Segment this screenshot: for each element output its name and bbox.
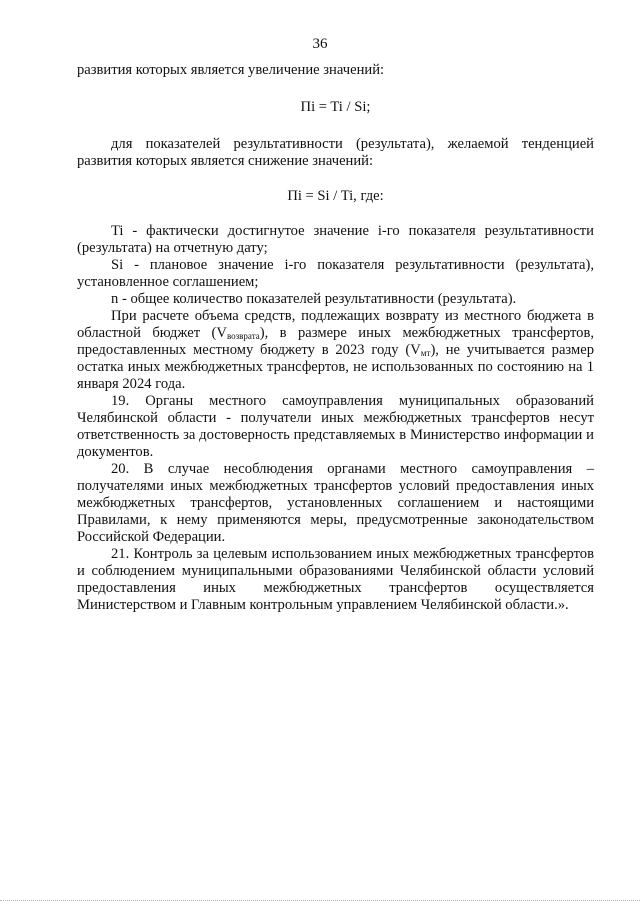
spacer xyxy=(77,205,594,223)
formula-increase: Пi = Ti / Si; xyxy=(300,99,371,115)
definition-ti: Ti - фактически достигнутое значение i-го показателя результативности (результата) на отчетную дату; xyxy=(77,223,594,256)
item-21: 21. Контроль за целевым использованием иных межбюджетных трансфертов и соблюдением муниципальными образованиями Челябинской области условий предоставления иных межбюджетных трансфертов осуществляется Министерством и Главным контрольным управлением Челябинской области.». xyxy=(77,546,594,613)
spacer xyxy=(77,79,594,99)
spacer xyxy=(77,116,594,136)
document-body xyxy=(77,62,594,614)
item-20: 20. В случае несоблюдения органами местного самоуправления – получателями иных межбюджетных трансфертов условий предоставления иных межбюджетных трансфертов, установленных соглашением и настоящими Правилами, к нему применяются меры, предусмотренные законодательством Российской Федерации. xyxy=(77,461,594,545)
page-number: 36 xyxy=(312,36,328,52)
paragraph-continuation: развития которых является увеличение значений: xyxy=(77,62,385,78)
spacer xyxy=(77,170,594,188)
subscript-return: возврата xyxy=(226,331,260,341)
item-19: 19. Органы местного самоуправления муниципальных образований Челябинской области - получатели иных межбюджетных трансфертов несут ответственность за достоверность представляемых в Министерство информации и документов. xyxy=(77,393,594,460)
return-text-part-2: ), в размере иных межбюджетных трансфертов, предоставленных местному бюджету в 2023 году (V xyxy=(77,325,595,358)
scan-edge-line xyxy=(0,900,640,902)
definition-si: Si - плановое значение i-го показателя результативности (результата), установленное соглашением; xyxy=(77,257,594,290)
formula-decrease: Пi = Si / Ti, где: xyxy=(287,188,384,204)
subscript-mt: мт xyxy=(420,348,431,358)
paragraph-return-calculation xyxy=(77,308,594,393)
paragraph-decrease-indicators: для показателей результативности (результата), желаемой тенденцией развития которых является снижение значений: xyxy=(77,136,594,169)
return-text-part-1: При расчете объема средств, подлежащих возврату из местного бюджета в областной бюджет (V xyxy=(77,308,594,341)
definition-n: n - общее количество показателей результативности (результата). xyxy=(111,291,517,307)
return-text-part-3: ), не учитывается размер остатка иных межбюджетных трансфертов, не использованных по состоянию на 1 января 2024 года. xyxy=(77,342,594,392)
